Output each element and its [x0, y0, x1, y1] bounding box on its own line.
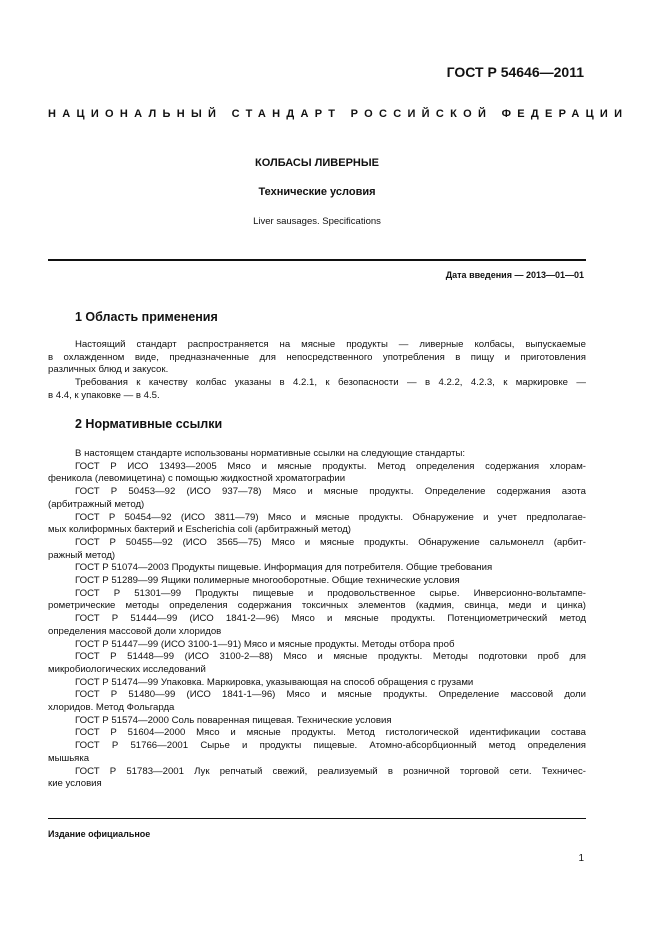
reference-line: ГОСТ Р 50453—92 (ИСО 937—78) Мясо и мясные продукты. Определение содержания азота [75, 486, 586, 498]
reference-line: ГОСТ Р 51447—99 (ИСО 3100-1—91) Мясо и мясные продукты. Методы отбора проб [75, 638, 455, 650]
reference-line: (арбитражный метод) [48, 498, 145, 510]
text-line: В настоящем стандарте использованы нормативные ссылки на следующие стандарты: [75, 448, 466, 459]
document-code: ГОСТ Р 54646—2011 [446, 64, 584, 80]
document-subtitle: Технические условия [258, 186, 376, 198]
reference-line: рометрические методы определения содержания токсичных элементов (кадмия, свинца, меди и цинка) [48, 600, 586, 612]
text-line: различных блюд и закусок. [48, 364, 169, 376]
reference-line: ГОСТ Р 51574—2000 Соль поваренная пищевая. Технические условия [75, 714, 392, 726]
section-2-body [48, 448, 586, 791]
reference-line: ГОСТ Р 51604—2000 Мясо и мясные продукты. Метод гистологической идентификации состава [75, 727, 586, 739]
reference-line: ГОСТ Р 50454—92 (ИСО 3811—79) Мясо и мясные продукты. Обнаружение и учет предполагае- [75, 511, 586, 523]
reference-line: ГОСТ Р 51474—99 Упаковка. Маркировка, указывающая на способ обращения с грузами [75, 676, 474, 688]
reference-line: микробиологических исследований [48, 663, 206, 675]
reference-line: феникола (левомицетина) с помощью жидкостной хроматографии [48, 473, 346, 485]
text-line: Настоящий стандарт распространяется на мясные продукты — ливерные колбасы, выпускаемые [75, 339, 586, 350]
reference-line: кие условия [48, 778, 102, 790]
reference-line: ГОСТ Р 51301—99 Продукты пищевые и продовольственное сырье. Инверсионно-вольтампе- [75, 587, 586, 599]
text-line: в 4.4, к упаковке — в 4.5. [48, 389, 160, 401]
reference-line: мышьяка [48, 752, 90, 764]
reference-line: ГОСТ Р 51444—99 (ИСО 1841-2—96) Мясо и мясные продукты. Потенциометрический метод [75, 613, 586, 625]
reference-line: ГОСТ Р ИСО 13493—2005 Мясо и мясные продукты. Метод определения содержания хлорам- [75, 460, 586, 472]
top-divider [48, 259, 586, 261]
national-standard-banner: НАЦИОНАЛЬНЫЙ СТАНДАРТ РОССИЙСКОЙ ФЕДЕРАЦИИ [48, 108, 629, 120]
text-line: Требования к качеству колбас указаны в 4.2.1, к безопасности — в 4.2.2, 4.2.3, к маркировке — [75, 377, 586, 389]
reference-line: ГОСТ Р 51783—2001 Лук репчатый свежий, реализуемый в розничной торговой сети. Техничес- [75, 765, 586, 777]
section-1-heading: 1 Область применения [75, 310, 218, 324]
english-title: Liver sausages. Specifications [253, 216, 381, 227]
reference-line: ражный метод) [48, 549, 116, 561]
reference-line: ГОСТ Р 51289—99 Ящики полимерные многооборотные. Общие технические условия [75, 575, 460, 587]
reference-line: определения массовой доли хлоридов [48, 625, 222, 637]
document-title: КОЛБАСЫ ЛИВЕРНЫЕ [255, 157, 379, 169]
reference-line: ГОСТ Р 51480—99 (ИСО 1841-1—96) Мясо и мясные продукты. Определение массовой доли [75, 689, 586, 701]
reference-line: ГОСТ Р 51448—99 (ИСО 3100-2—88) Мясо и мясные продукты. Методы подготовки проб для [75, 651, 586, 663]
bottom-divider [48, 818, 586, 819]
section-1-body [48, 339, 586, 403]
section-2-heading: 2 Нормативные ссылки [75, 417, 223, 431]
page-number: 1 [578, 853, 584, 864]
text-line: в охлажденном виде, предназначенные для непосредственного употребления в пищу и приготовления [48, 351, 586, 363]
introduction-date: Дата введения — 2013—01—01 [445, 270, 584, 280]
reference-line: хлоридов. Метод Фольгарда [48, 702, 175, 714]
reference-line: ГОСТ Р 51074—2003 Продукты пищевые. Информация для потребителя. Общие требования [75, 562, 493, 574]
official-edition-note: Издание официальное [48, 829, 151, 839]
reference-line: ГОСТ Р 51766—2001 Сырье и продукты пищевые. Атомно-абсорбционный метод определения [75, 740, 586, 752]
reference-line: ГОСТ Р 50455—92 (ИСО 3565—75) Мясо и мясные продукты. Обнаружение сальмонелл (арбит- [75, 536, 586, 548]
reference-line: мых колиформных бактерий и Escherichia coli (арбитражный метод) [48, 524, 351, 536]
